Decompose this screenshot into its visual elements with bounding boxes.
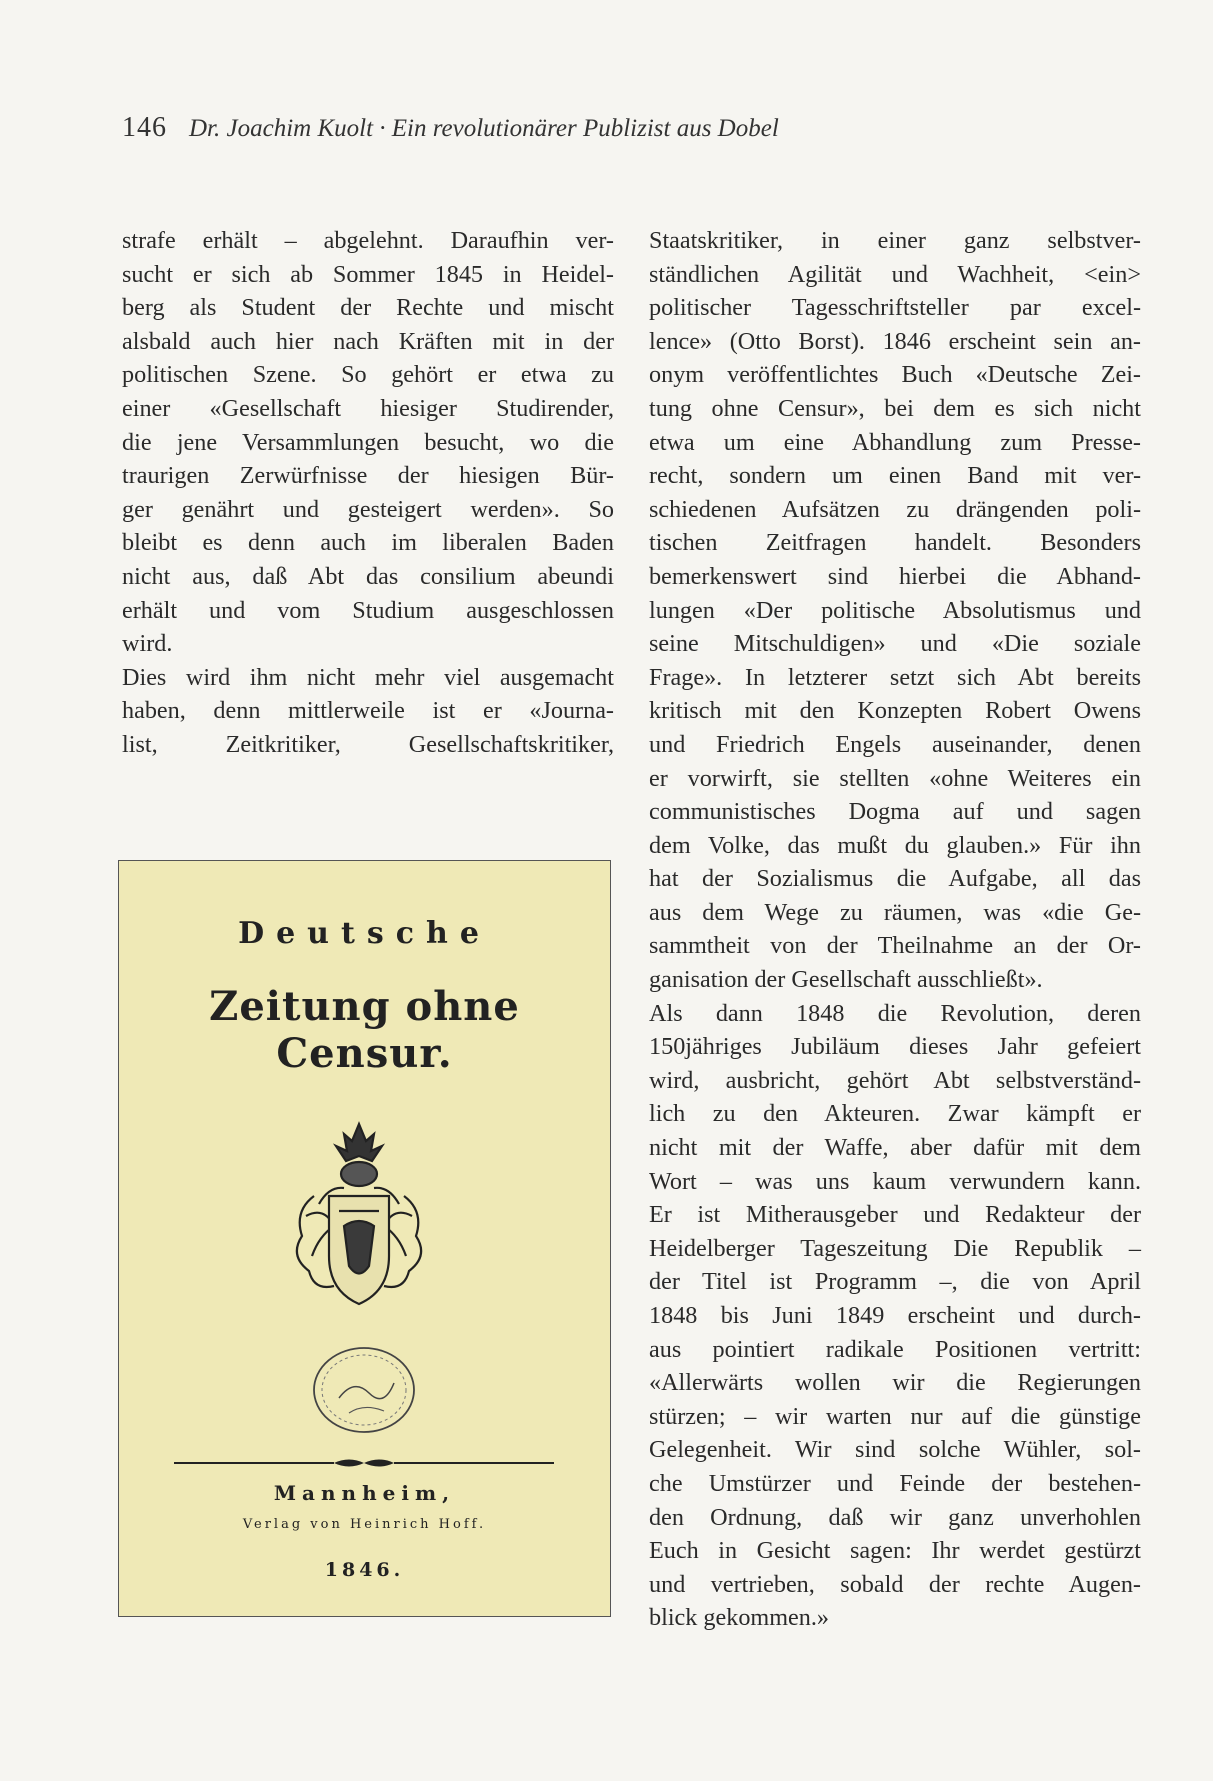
text-line: der Titel ist Programm –, die von April [649,1268,1141,1296]
text-line: bleibt es denn auch im liberalen Baden [122,529,614,557]
text-line: Heidelberger Tageszeitung Die Republik – [649,1234,1141,1262]
text-line: lich zu den Akteuren. Zwar kämpft er [649,1100,1141,1128]
text-line: er vorwirft, sie stellten «ohne Weiteres ein [649,764,1141,792]
text-line: Wort – was uns kaum verwundern kann. [649,1167,1141,1195]
figure-publisher: Verlag von Heinrich Hoff. [242,1517,487,1532]
text-line: sammtheit von der Theilnahme an der Or- [649,932,1141,960]
text-line: aus pointiert radikale Positionen vertritt: [649,1335,1141,1363]
left-text-column [122,224,614,762]
text-line: Als dann 1848 die Revolution, deren [649,999,1141,1027]
text-line: wird. [122,630,173,658]
text-line: dem Volke, das mußt du glauben.» Für ihn [649,831,1141,859]
figure-title-line1: Deutsche [238,916,491,951]
text-line: «Allerwärts wollen wir die Regierungen [649,1369,1141,1397]
text-line: che Umstürzer und Feinde der bestehen- [649,1469,1141,1497]
figure-title-line2: Zeitung ohne Censur. [209,983,520,1077]
text-line: 1848 bis Juni 1849 erscheint und durch- [649,1302,1141,1329]
text-line: einer «Gesellschaft hiesiger Studirender, [122,394,614,422]
text-line: nicht mit der Waffe, aber dafür mit dem [649,1134,1141,1162]
figure-city: Mannheim, [273,1481,456,1505]
text-line: die jene Versammlungen besucht, wo die [122,428,614,456]
text-line: Er ist Mitherausgeber und Redakteur der [649,1201,1141,1229]
text-line: ger genährt und gesteigert werden». So [122,495,614,523]
text-line: stürzen; – wir warten nur auf die günstige [649,1402,1141,1430]
text-line: onym veröffentlichtes Buch «Deutsche Zei- [649,361,1141,389]
text-line: Staatskritiker, in einer ganz selbstver- [649,227,1141,254]
text-line: politischer Tagesschriftsteller par excel- [649,294,1141,322]
running-title: Dr. Joachim Kuolt · Ein revolutionärer Publizist aus Dobel [189,115,779,142]
text-line: den Ordnung, daß wir ganz unverhohlen [649,1503,1141,1531]
text-line: wird, ausbricht, gehört Abt selbstverständ- [649,1066,1141,1094]
text-line: tischen Zeitfragen handelt. Besonders [649,529,1141,557]
text-line: nicht aus, daß Abt das consilium abeundi [122,562,614,590]
text-line: tung ohne Censur», bei dem es sich nicht [649,394,1141,422]
text-line: blick gekommen.» [649,1604,830,1632]
text-line: 150jähriges Jubiläum dieses Jahr gefeiert [649,1033,1141,1061]
figure-year: 1846. [324,1559,405,1581]
text-line: und Friedrich Engels auseinander, denen [649,730,1141,758]
text-line: ganisation der Gesellschaft ausschließt». [649,966,1043,994]
text-line: lence» (Otto Borst). 1846 erscheint sein an- [649,327,1141,355]
text-line: und vertrieben, sobald der rechte Augen- [649,1570,1141,1598]
text-line: list, Zeitkritiker, Gesellschaftskritiker, [122,730,614,758]
text-line: politischen Szene. So gehört er etwa zu [122,361,614,389]
text-line: seine Mitschuldigen» und «Die soziale [649,630,1141,658]
text-line: etwa um eine Abhandlung zum Presse- [649,428,1141,456]
text-line: berg als Student der Rechte und mischt [122,294,614,322]
text-line: Euch in Gesicht sagen: Ihr werdet gestürzt [649,1537,1141,1565]
text-line: kritisch mit den Konzepten Robert Owens [649,697,1141,725]
text-line: erhält und vom Studium ausgeschlossen [122,596,614,624]
ornamental-rule-icon [174,1456,554,1470]
text-line: recht, sondern um einen Band mit ver- [649,462,1141,490]
library-stamp-icon [309,1343,419,1438]
text-line: bemerkenswert sind hierbei die Abhand- [649,562,1141,590]
text-line: haben, denn mittlerweile ist er «Journa- [122,697,614,725]
text-line: aus dem Wege zu räumen, was «die Ge- [649,898,1141,926]
text-line: lungen «Der politische Absolutismus und [649,596,1141,624]
text-line: communistisches Dogma auf und sagen [649,798,1141,826]
text-line: Frage». In letzterer setzt sich Abt bereits [649,663,1141,691]
text-line: sucht er sich ab Sommer 1845 in Heidel- [122,260,614,288]
text-line: traurigen Zerwürfnisse der hiesigen Bür- [122,462,614,490]
text-line: alsbald auch hier nach Kräften mit in der [122,327,614,355]
right-text-column [649,224,1141,1635]
text-line: schiedenen Aufsätzen zu drängenden poli- [649,495,1141,523]
running-header [122,112,1122,144]
text-line: ständlichen Agilität und Wachheit, <ein> [649,260,1141,288]
text-line: hat der Sozialismus die Aufgabe, all das [649,865,1141,893]
text-line: strafe erhält – abgelehnt. Daraufhin ver- [122,227,614,254]
text-line: Dies wird ihm nicht mehr viel ausgemacht [122,663,614,691]
book-title-page-figure [118,860,611,1617]
coat-of-arms-icon [284,1116,434,1326]
page-number: 146 [122,112,167,143]
text-line: Gelegenheit. Wir sind solche Wühler, sol- [649,1436,1141,1464]
